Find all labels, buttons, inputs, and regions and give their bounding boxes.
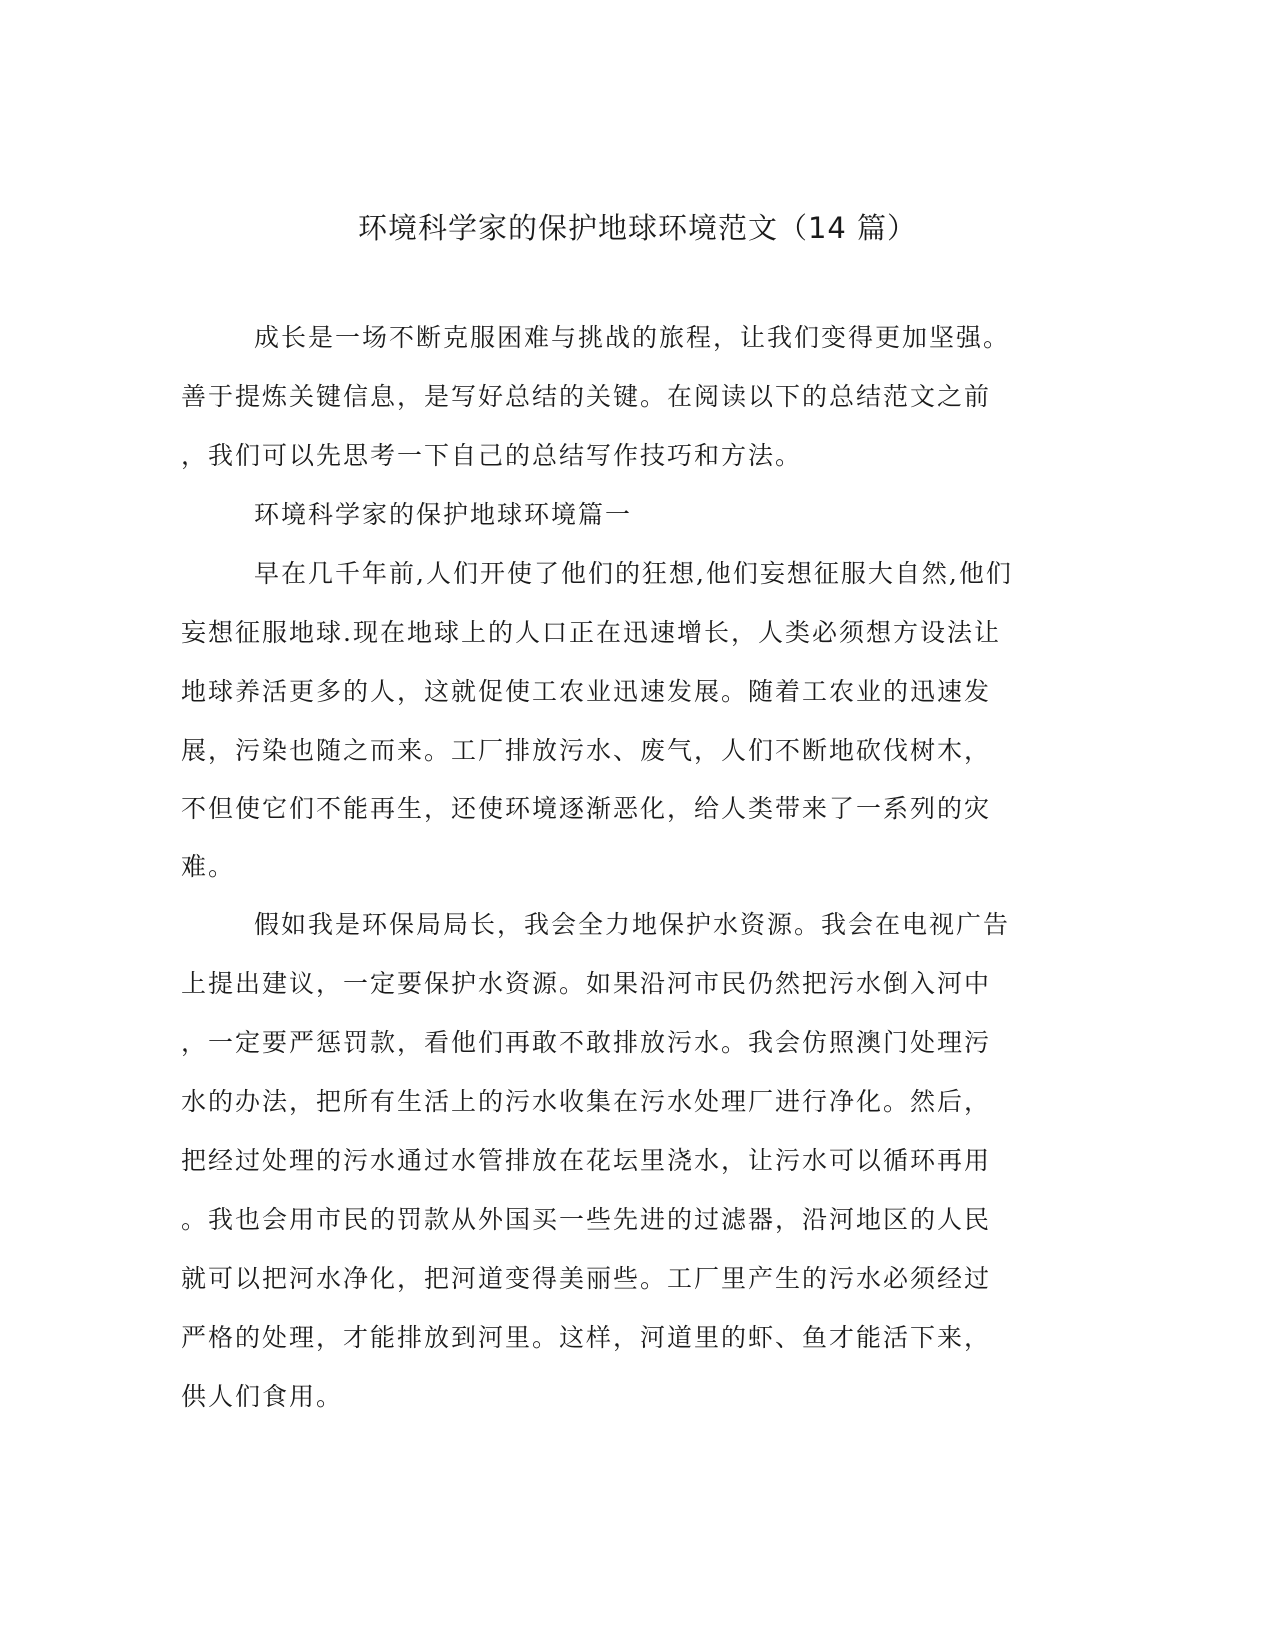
text-line: 假如我是环保局局长，我会全力地保护水资源。我会在电视广告 [254,910,1011,939]
text-line: 难。 [181,852,236,881]
text-line: 早在几千年前,人们开使了他们的狂想,他们妄想征服大自然,他们 [254,559,1013,588]
text-line: 供人们食用。 [181,1382,344,1411]
text-line: 把经过处理的污水通过水管排放在花坛里浇水，让污水可以循环再用 [181,1146,992,1175]
text-line: 水的办法，把所有生活上的污水收集在污水处理厂进行净化。然后， [181,1087,992,1116]
text-line: 妄想征服地球.现在地球上的人口正在迅速增长，人类必须想方设法让 [181,618,1001,647]
section-heading: 环境科学家的保护地球环境篇一 [254,500,633,529]
text-line: 上提出建议，一定要保护水资源。如果沿河市民仍然把污水倒入河中 [181,969,992,998]
text-line: 。我也会用市民的罚款从外国买一些先进的过滤器，沿河地区的人民 [181,1205,992,1234]
text-line: 就可以把河水净化，把河道变得美丽些。工厂里产生的污水必须经过 [181,1264,992,1293]
text-line: ，一定要严惩罚款，看他们再敢不敢排放污水。我会仿照澳门处理污 [181,1028,992,1057]
text-line: ，我们可以先思考一下自己的总结写作技巧和方法。 [181,441,803,470]
text-line: 地球养活更多的人，这就促使工农业迅速发展。随着工农业的迅速发 [181,677,992,706]
text-line: 不但使它们不能再生，还使环境逐渐恶化，给人类带来了一系列的灾 [181,794,992,823]
text-line: 展，污染也随之而来。工厂排放污水、废气，人们不断地砍伐树木， [181,736,992,765]
document-title: 环境科学家的保护地球环境范文（14 篇） [357,211,918,245]
text-line: 成长是一场不断克服困难与挑战的旅程，让我们变得更加坚强。 [254,323,1011,352]
text-line: 善于提炼关键信息，是写好总结的关键。在阅读以下的总结范文之前 [181,382,992,411]
text-line: 严格的处理，才能排放到河里。这样，河道里的虾、鱼才能活下来， [181,1323,992,1352]
